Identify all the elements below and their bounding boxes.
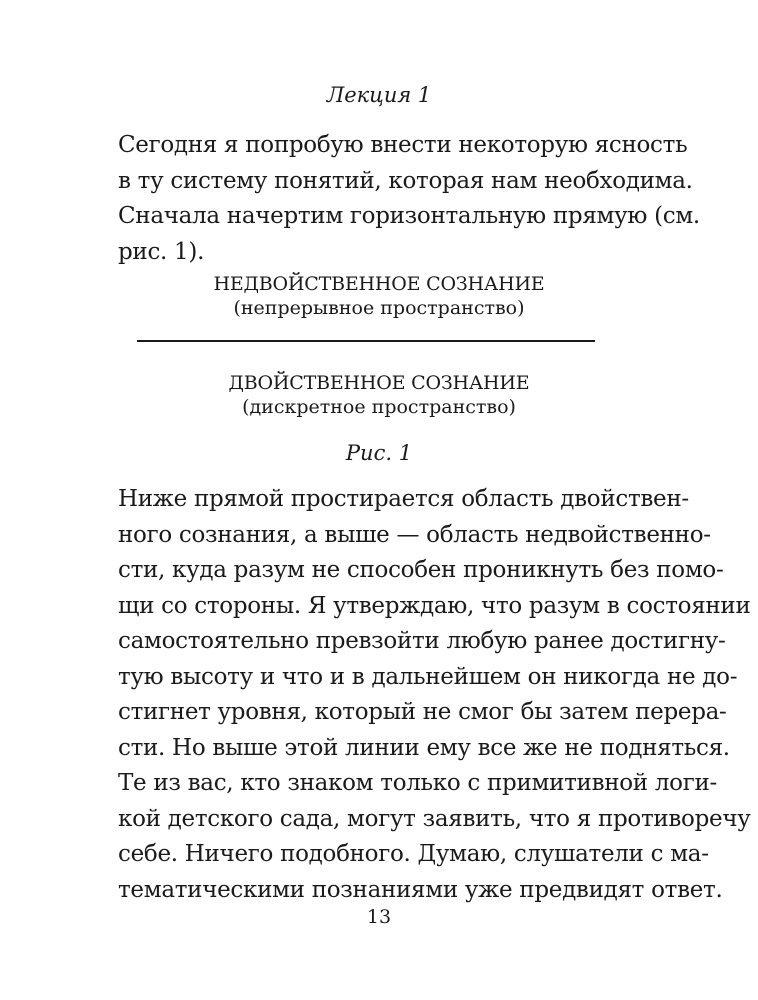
- text-line: Ниже прямой простирается область двойствен-: [118, 486, 689, 512]
- running-head: Лекция 1: [326, 83, 432, 107]
- text-line: тематическими познаниями уже предвидят ответ.: [118, 876, 723, 903]
- text-line: себе. Ничего подобного. Думаю, слушатели с ма-: [118, 841, 709, 867]
- page-number: 13: [366, 906, 392, 928]
- text-line: сти. Но выше этой линии ему все же не подняться.: [118, 734, 730, 761]
- figure-caption: Рис. 1: [345, 441, 413, 465]
- figure-lower-subtitle: (дискретное пространство): [242, 396, 516, 418]
- paragraph-main: [118, 482, 751, 908]
- text-line: в ту систему понятий, которая нам необходима.: [118, 167, 693, 194]
- text-line: самостоятельно превзойти любую ранее достигну-: [118, 628, 726, 654]
- figure-lower-title: ДВОЙСТВЕННОЕ СОЗНАНИЕ: [228, 372, 530, 394]
- text-line: рис. 1).: [118, 238, 205, 265]
- figure-upper-subtitle: (непрерывное пространство): [233, 297, 525, 319]
- text-line: тую высоту и что и в дальнейшем он никогда не до-: [118, 663, 738, 690]
- text-line: щи со стороны. Я утверждаю, что разум в состоянии: [118, 592, 751, 619]
- text-line: стигнет уровня, который не смог бы затем перера-: [118, 699, 727, 725]
- text-line: сти, куда разум не способен проникнуть без помо-: [118, 557, 724, 583]
- text-line: кой детского сада, могут заявить, что я противоречу: [118, 805, 751, 832]
- paragraph-intro: [118, 128, 700, 270]
- figure-horizontal-line: [137, 340, 595, 342]
- text-line: Сегодня я попробую внести некоторую ясность: [118, 132, 688, 158]
- figure-upper-title: НЕДВОЙСТВЕННОЕ СОЗНАНИЕ: [213, 273, 545, 295]
- text-line: Сначала начертим горизонтальную прямую (см.: [118, 203, 700, 229]
- text-line: Те из вас, кто знаком только с примитивной логи-: [118, 770, 717, 796]
- text-line: ного сознания, а выше — область недвойственно-: [118, 521, 711, 548]
